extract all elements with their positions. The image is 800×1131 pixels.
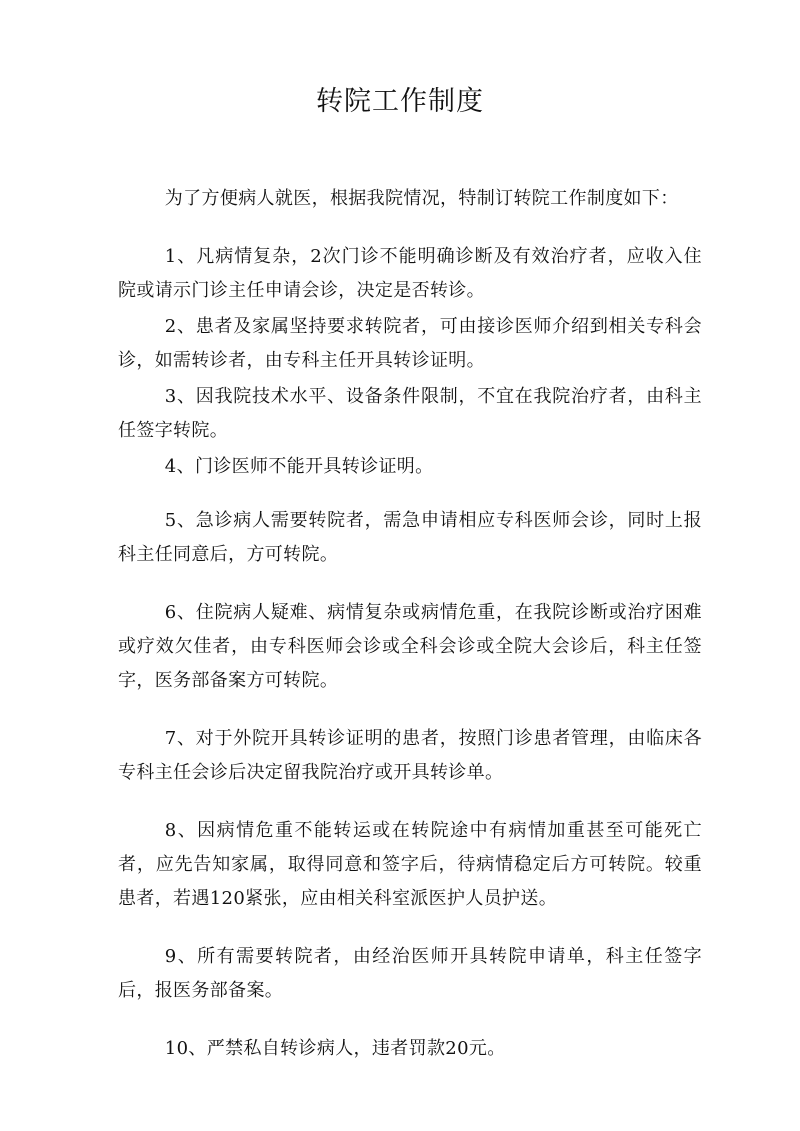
document-title: 转院工作制度 xyxy=(316,86,484,117)
intro-paragraph: 为了方便病人就医，根据我院情况，特制订转院工作制度如下： xyxy=(164,188,679,209)
rule-item-5: 5、急诊病人需要转院者，需急申请相应专科医师会诊，同时上报科主任同意后，方可转院。 xyxy=(118,510,702,565)
rule-item-3: 3、因我院技术水平、设备条件限制，不宜在我院治疗者，由科主任签字转院。 xyxy=(118,386,702,441)
rule-item-1: 1、凡病情复杂，2次门诊不能明确诊断及有效治疗者，应收入住院或请示门诊主任申请会诊，决定是否转诊。 xyxy=(118,246,702,301)
rule-item-8: 8、因病情危重不能转运或在转院途中有病情加重甚至可能死亡者，应先告知家属，取得同意和签字后，待病情稳定后方可转院。较重患者，若遇120紧张，应由相关科室派医护人员护送。 xyxy=(118,820,702,909)
rule-item-7: 7、对于外院开具转诊证明的患者，按照门诊患者管理，由临床各专科主任会诊后决定留我院治疗或开具转诊单。 xyxy=(118,728,702,783)
rule-item-6: 6、住院病人疑难、病情复杂或病情危重，在我院诊断或治疗困难或疗效欠佳者，由专科医师会诊或全科会诊或全院大会诊后，科主任签字，医务部备案方可转院。 xyxy=(118,602,702,691)
rule-item-4: 4、门诊医师不能开具转诊证明。 xyxy=(164,456,434,477)
document-body xyxy=(118,182,702,1066)
rule-item-10: 10、严禁私自转诊病人，违者罚款20元。 xyxy=(164,1038,506,1059)
rule-item-2: 2、患者及家属坚持要求转院者，可由接诊医师介绍到相关专科会诊，如需转诊者，由专科主任开具转诊证明。 xyxy=(118,316,702,371)
rule-item-9: 9、所有需要转院者，由经治医师开具转院申请单，科主任签字后，报医务部备案。 xyxy=(118,946,702,1001)
